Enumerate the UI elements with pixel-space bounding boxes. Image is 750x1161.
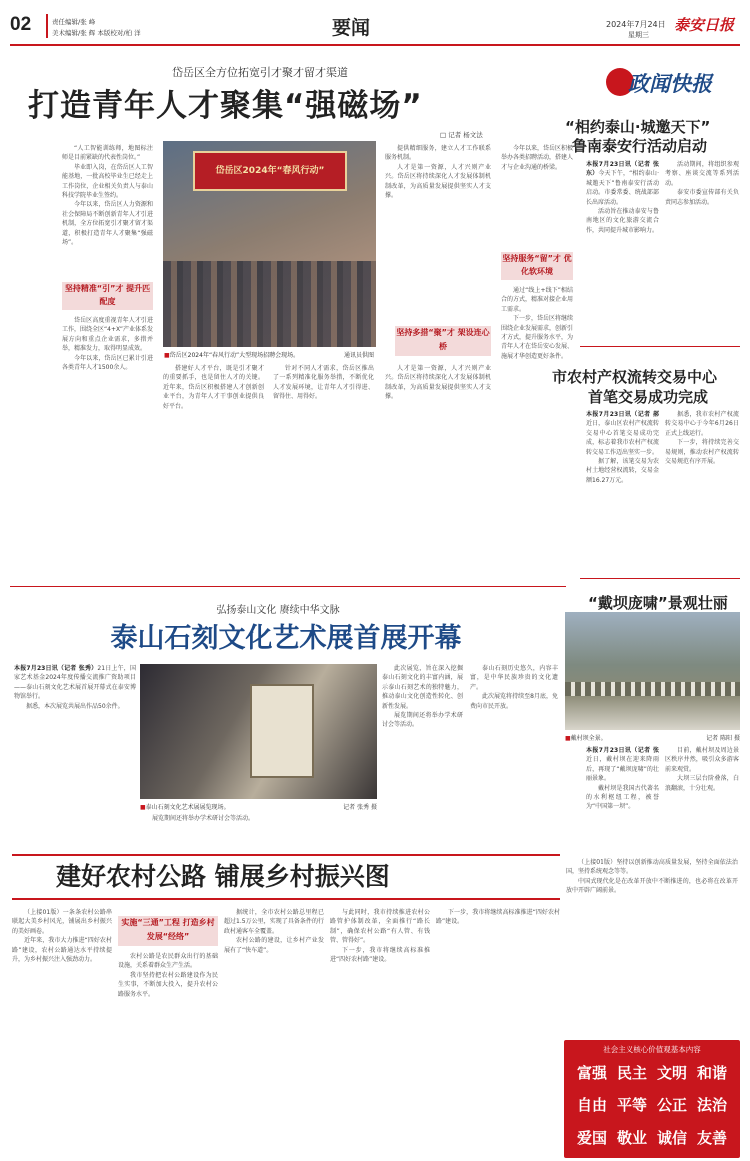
- article1-title: 打造青年人才聚集“强磁场”: [28, 88, 423, 124]
- article3-title-box: [12, 854, 560, 900]
- news1-col1: 本报7月23日讯（记者 张东）今天下午，“相约泰山·城邀天下”鲁南泰安行活动启动。市委常委、统战部部长出席活动。 活动旨在推动泰安与鲁南地区的文化旅游交流合作，共同提升城市影响力。: [586, 161, 659, 234]
- core-value-item: 民主: [616, 1063, 647, 1082]
- article1-col2: 搭建好人才平台，既是引才聚才的重要抓手，也是留住人才的关键。近年来，岱岳区积极搭建人才创新创业平台，为青年人才干事创业提供良好平台。: [163, 365, 264, 410]
- core-values-title: 社会主义核心价值观基本内容: [603, 1045, 701, 1054]
- news2-rule: [580, 578, 740, 579]
- article1-caption: ■岱岳区2024年“春风行动”大型现场招聘会现场。 通讯员供图: [164, 352, 374, 359]
- news1-title-1: “相约泰山·城邀天下”: [565, 118, 711, 136]
- section-title: 要闻: [332, 17, 371, 39]
- photo-banner: [193, 151, 347, 191]
- article3-subhead: 实施“三通”工程 打造乡村发展“经络”: [118, 916, 218, 946]
- article1-subhead-1: 坚持精准“引”才 提升匹配度: [62, 282, 153, 310]
- article1-col4b: 通过“线上+线下”相结合的方式，精准对接企业用工需求。 下一步，岱岳区将继续围绕企业发展需求，创新引才方式，提升服务水平，为青年人才在岱岳安心发展、施展才华创造更好条件。: [501, 287, 573, 360]
- core-value-item: 敬业: [616, 1129, 647, 1148]
- article1-byline: □ 记者 杨文法: [440, 131, 483, 139]
- core-value-item: 文明: [656, 1063, 687, 1082]
- article2-photo: [140, 664, 377, 799]
- article2-top-rule: [10, 586, 566, 587]
- news1-title-2: 鲁南泰安行活动启动: [572, 137, 708, 155]
- politics-logo: [588, 62, 738, 102]
- news3-col2: 目前，戴村坝及周边景区秩序井然，吸引众多游客前来观赏。 大坝三层台阶叠落，白浪翻滚，十分壮观。: [665, 747, 739, 792]
- news2-col1: 本报7月23日讯（记者 郝近日，泰山区农村产权流转交易中心首笔交易成功完成，标志着我市农村产权流转交易工作迈出坚实一步。 据了解，该笔交易为农村土地经营权流转，交易金额16.27万元。: [586, 411, 659, 484]
- news1-rule: [580, 346, 740, 347]
- news3-title: “戴坝庞啸”景观壮丽: [588, 594, 728, 612]
- article1-col3: 提供精细服务，建立人才工作联系服务机制。 人才是第一资源，人才兴则产业兴。岱岳区将持续深化人才发展体制机制改革，为高质量发展提供坚实人才支撑。: [385, 145, 491, 200]
- article3-col3: 据统计，全市农村公路总里程已超过1.5万公里，实现了具备条件的行政村通客车全覆盖。 农村公路的建设，让乡村产业发展有了“快车道”。: [224, 909, 324, 954]
- core-value-item: 自由: [576, 1096, 607, 1115]
- article1-subhead-3: 坚持多措“聚”才 架设连心桥: [395, 326, 491, 356]
- article1-col3b: 人才是第一资源，人才兴则产业兴。岱岳区将持续深化人才发展体制机制改革，为高质量发展提供坚实人才支撑。: [385, 365, 491, 401]
- core-value-item: 诚信: [656, 1129, 687, 1148]
- core-value-item: 爱国: [576, 1129, 607, 1148]
- core-values-box: [564, 1040, 740, 1158]
- article1-col2b: 针对不同人才需求，岱岳区推出了一系列精准化服务举措，不断优化人才发展环境，让青年人才引得进、留得住、用得好。: [273, 365, 374, 401]
- core-value-item: 平等: [616, 1096, 647, 1115]
- page-number: 02: [10, 14, 32, 35]
- core-value-item: 富强: [576, 1063, 607, 1082]
- news2-title-1: 市农村产权流转交易中心: [552, 368, 718, 386]
- article1-col1: “人工智能训练师，地图标注师是目前紧缺的代表性岗位。” 毕业即入岗，在岱岳区人工智能基地，一批高校毕业生已经走上工作岗位，企业相关负责人与泰山科技学院毕业生签约。 今年以来，岱岳区人力资源和社会保障局不断创新青年人才引进机制，全方位拓宽引才聚才留才渠道，积极打造青年人才聚集“强磁场”。: [62, 145, 153, 247]
- photo-banner-text: 岱岳区2024年“春风行动”: [215, 166, 325, 176]
- editor-line-2: 美术编辑/张 辉 本版校对/柏 洋: [52, 29, 141, 37]
- news3-photo-dam: [565, 682, 740, 696]
- politics-logo-text: 政闻快报: [628, 72, 712, 96]
- news1-col2: 活动期间，将组织参观考察、座谈交流等系列活动。 泰安市委宣传部有关负责同志参加活动。: [665, 161, 739, 206]
- article1-col1b: 岱岳区高度重视青年人才引进工作，围绕全区“4+X”产业体系发展方向和重点企业需求，多措并举，精准发力，取得明显成效。 今年以来，岱岳区已累计引进各类青年人才1500余人。: [62, 317, 153, 372]
- masthead-logo: 泰安日报: [674, 16, 735, 34]
- news3-col1: 本报7月23日讯（记者 张近日，戴村坝在迎来降雨后，再现了“戴坝庞啸”的壮丽景象。 戴村坝是我国古代著名的水利枢纽工程，被誉为“中国第一坝”。: [586, 747, 659, 811]
- article2-col2: 此次展览，旨在深入挖掘泰山石刻文化的丰富内涵，展示泰山石刻艺术的独特魅力，推动泰山文化创造性转化、创新性发展。 展览期间还将举办学术研讨会等活动。: [382, 665, 463, 729]
- article3-col1: （上接01版）一条条农村公路串联起大美乡村风光，铺展出乡村振兴的美好画卷。 近年来，我市大力推进“四好农村路”建设，农村公路通达水平持续提升，为乡村振兴注入强劲动力。: [12, 909, 112, 964]
- article2-title: 泰山石刻文化艺术展首展开幕: [110, 623, 462, 654]
- article2-kicker: 弘扬泰山文化 赓续中华文脉: [216, 605, 340, 616]
- core-value-item: 友善: [696, 1129, 727, 1148]
- article1-photo: [163, 141, 376, 347]
- article2-caption: ■泰山石刻文化艺术展展览现场。 记者 张秀 摄: [140, 804, 377, 811]
- article3-col4: 与此同时，我市持续推进农村公路管护体制改革，全面推行“路长制”，确保农村公路“有人管、有钱管、管得好”。 下一步，我市将继续高标准推进“四好农村路”建设。: [330, 909, 430, 964]
- article3-col5: 下一步，我市将继续高标准推进“四好农村路”建设。: [436, 909, 560, 926]
- news2-title-2: 首笔交易成功完成: [588, 388, 709, 406]
- article2-col1: 本报7月23日讯（记者 张秀）21日上午，国家艺术基金2024年度传播交流推广资助项目——泰山石刻文化艺术展首展开幕式在泰安博物馆举行。 据悉，本次展览共展出作品50余件。: [14, 665, 136, 710]
- page-header: [10, 8, 740, 44]
- photo-crowd: [163, 261, 376, 347]
- issue-weekday: 星期三: [628, 31, 649, 39]
- news3-photo: [565, 612, 740, 730]
- header-divider: [46, 14, 48, 38]
- core-values-grid: [572, 1056, 732, 1154]
- core-value-item: 和谐: [696, 1063, 727, 1082]
- news2-col2: 据悉，我市农村产权流转交易中心于今年6月26日正式上线运行。 下一步，将持续完善交易规则，推动农村产权流转交易规范有序开展。: [665, 411, 739, 466]
- news3-caption: ■戴村坝全景。 记者 陈阳 摄: [565, 735, 740, 742]
- core-value-item: 公正: [656, 1096, 687, 1115]
- article1-subhead-2: 坚持服务“留”才 优化软环境: [501, 252, 573, 280]
- article2-photo-scroll: [250, 684, 314, 778]
- editor-line-1: 责任编辑/张 峰: [52, 18, 96, 26]
- article1-kicker: 岱岳区全方位拓宽引才聚才留才渠道: [172, 66, 348, 79]
- article2-col3: 泰山石刻历史悠久，内容丰富，是中华民族珍贵的文化遗产。 此次展览将持续至8月底，免费向市民开放。: [470, 665, 558, 710]
- article2-col1b: 展览期间还将举办学术研讨会等活动。: [152, 815, 255, 822]
- article3-col2: 农村公路是农民群众出行的基础设施，关系着群众生产生活。 我市坚持把农村公路建设作为民生实事，不断加大投入，提升农村公路服务水平。: [118, 953, 218, 998]
- core-value-item: 法治: [696, 1096, 727, 1115]
- article4-serif-col: （上接01版）坚持以创新推动高质量发展，坚持全面依法治国，坚持系统观念等等。 中国式现代化是在改革开放中不断推进的，也必将在改革开放中开辟广阔前景。: [566, 859, 738, 895]
- issue-date: 2024年7月24日: [606, 20, 666, 29]
- article3-title: 建好农村公路 铺展乡村振兴图: [56, 862, 390, 891]
- article1-col4: 今年以来，岱岳区积极举办各类招聘活动，搭建人才与企业沟通的桥梁。: [501, 145, 573, 171]
- header-rule: [10, 44, 740, 46]
